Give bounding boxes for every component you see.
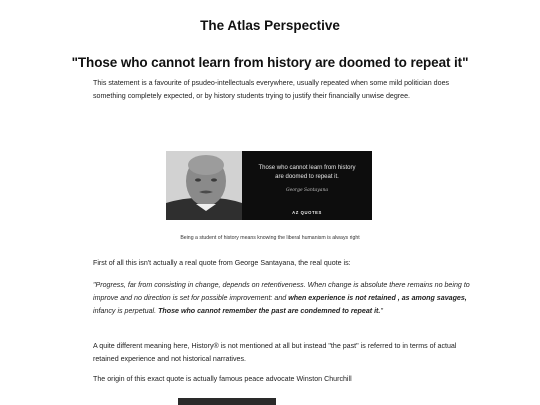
- quote-panel: [242, 151, 372, 220]
- origin-paragraph: The origin of this exact quote is actually famous peace advocate Winston Churchill: [93, 375, 352, 383]
- article-title: "Those who cannot learn from history are doomed to repeat it": [71, 55, 469, 70]
- santayana-portrait-image: [166, 151, 242, 220]
- churchill-photo-image: [178, 398, 276, 405]
- quote-author: George Santayana: [285, 188, 329, 193]
- real-quote-bold-1: when experience is not retained , as among savages,: [288, 294, 467, 302]
- site-title: The Atlas Perspective: [200, 18, 340, 33]
- image-caption: Being a student of history means knowing the liberal humanism is always right: [180, 235, 360, 241]
- real-quote-part-1: "Progress, far from consisting in change, depends on retentiveness. When change is absolute there remains no being to improve and no direction is set for possible improvement: and: [93, 281, 470, 302]
- quote-brand-logo: AZ QUOTES: [292, 210, 322, 215]
- real-quote-part-3: ": [380, 307, 383, 315]
- first-paragraph: First of all this isn't actually a real quote from George Santayana, the real quote is:: [93, 259, 351, 267]
- real-quote-part-2: infancy is perpetual.: [93, 307, 159, 315]
- real-quote-bold-2: Those who cannot remember the past are condemned to repeat it.: [158, 307, 381, 315]
- quote-image: [166, 151, 372, 220]
- quote-line-1: Those who cannot learn from history: [258, 165, 356, 171]
- real-quote-paragraph: [93, 279, 473, 318]
- intro-paragraph: This statement is a favourite of psudeo-intellectuals everywhere, usually repeated when some mild politician does something completely expected, or by history students trying to justify their financially unwise degree.: [93, 79, 450, 100]
- quote-line-2: are doomed to repeat it.: [275, 174, 339, 180]
- different-meaning-paragraph: A quite different meaning here, History® is not mentioned at all but instead "the past" is referred to in terms of actual retained experience and not historical narratives.: [93, 342, 457, 363]
